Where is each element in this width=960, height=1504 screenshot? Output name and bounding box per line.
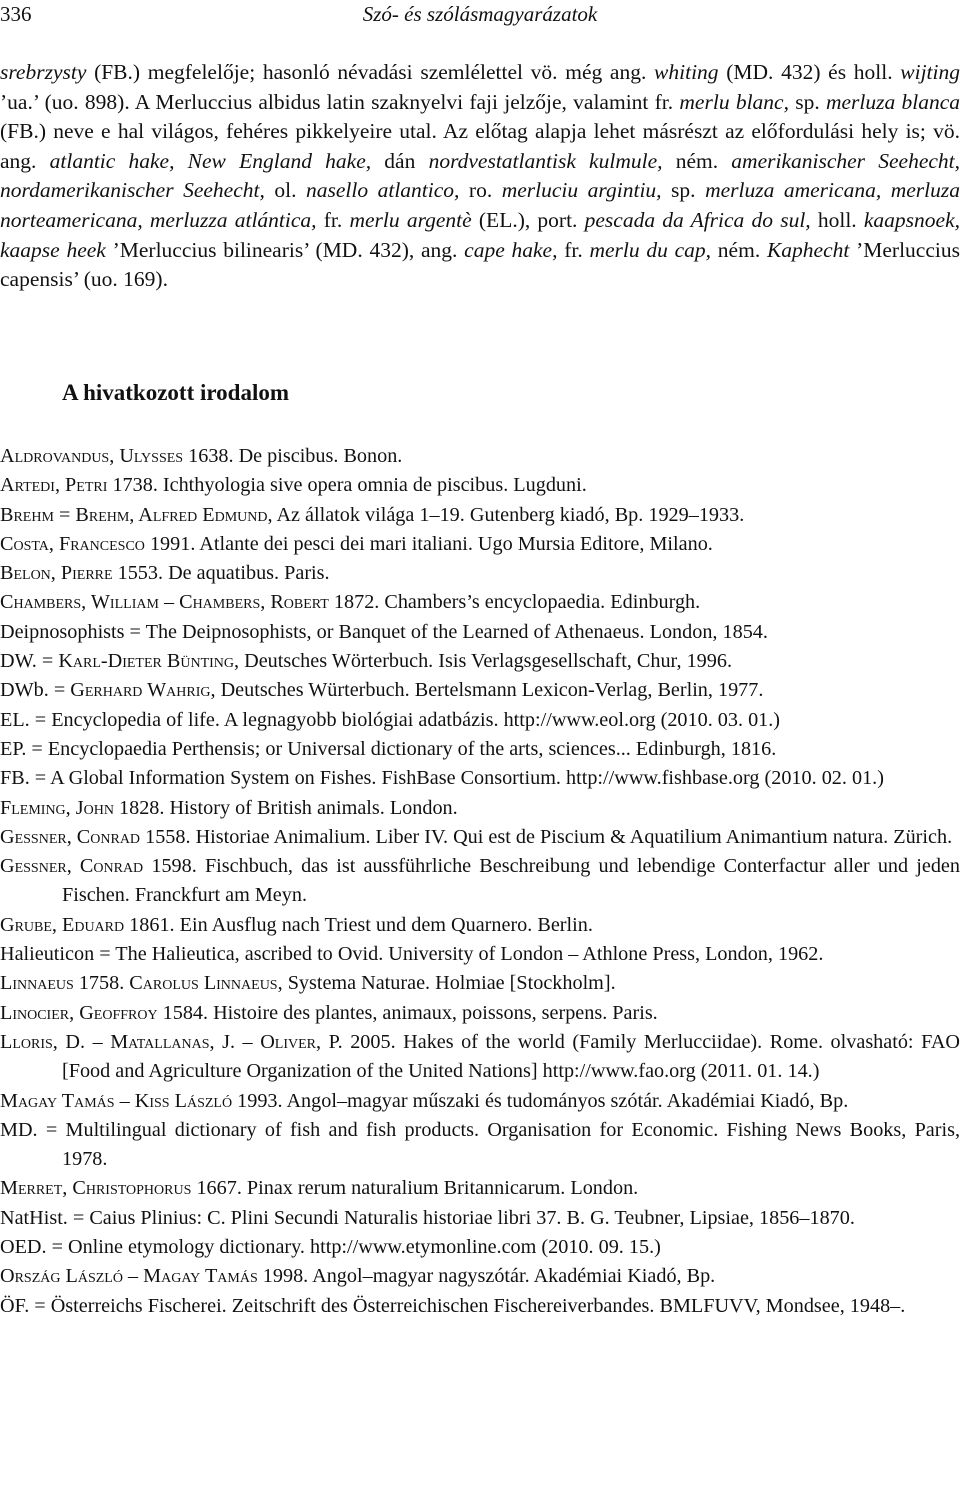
reference-author: Carolus Linnaeus, [129, 972, 283, 995]
italic-term: srebrzysty [0, 60, 87, 84]
reference-author: Fleming, John [0, 796, 114, 819]
reference-entry [0, 501, 960, 530]
running-title: Szó- és szólásmagyarázatok [362, 2, 598, 26]
reference-entry [0, 735, 960, 764]
reference-text: MD. = Multilingual dictionary of fish and fish products. Organisation for Economic. Fishing News Books, Paris, 1978. [0, 1118, 960, 1171]
paragraph-text: fr. [557, 237, 590, 262]
reference-text: 1998. Angol–magyar nagyszótár. Akadémiai Kiadó, Bp. [257, 1265, 716, 1288]
italic-term: Kaphecht [766, 237, 850, 262]
reference-entry [0, 1204, 960, 1233]
reference-author: Ország László – Magay Tamás [0, 1265, 258, 1288]
paragraph-text: ném. [662, 148, 732, 173]
italic-term: whiting [654, 60, 719, 84]
italic-term: merlu du cap, [589, 237, 712, 262]
reference-list [0, 442, 960, 1321]
reference-author: Lloris, D. – Matallanas, J. – Oliver, P. [0, 1030, 343, 1053]
paragraph-text: ’ua.’ (uo. 898). A Merluccius albidus latin szaknyelvi faji jelzője, valamint fr. [0, 89, 680, 114]
section-title: A hivatkozott irodalom [62, 380, 290, 405]
reference-entry [0, 969, 960, 998]
reference-text: Deutsches Würterbuch. Bertelsmann Lexicon-Verlag, Berlin, 1977. [215, 679, 764, 702]
reference-text: 1993. Angol–magyar műszaki és tudományos szótár. Akadémiai Kiadó, Bp. [232, 1089, 849, 1112]
italic-term: nordvestatlantisk kulmule, [428, 148, 663, 173]
reference-author: Gerhard Wahrig, [70, 679, 216, 702]
reference-text: ÖF. = Österreichs Fischerei. Zeitschrift des Österreichischen Fischereiverbandes. BMLFUVV, Mondsee, 1948–. [0, 1294, 906, 1317]
reference-entry [0, 1262, 960, 1291]
reference-text: 1861. Ein Ausflug nach Triest und dem Quarnero. Berlin. [124, 913, 593, 936]
reference-entry [0, 1087, 960, 1116]
reference-text: OED. = Online etymology dictionary. http://www.etymonline.com (2010. 09. 15.) [0, 1236, 661, 1259]
reference-author: Belon, Pierre [0, 562, 113, 585]
paragraph-text: ’Merluccius capensis’ (uo. 169). [0, 237, 960, 292]
reference-text: Halieuticon = The Halieutica, ascribed to Ovid. University of London – Athlone Press, London, 1962. [0, 943, 824, 966]
reference-entry [0, 1116, 960, 1175]
reference-author: Brehm = Brehm, Alfred Edmund, [0, 503, 273, 526]
reference-author: Linocier, Geoffroy [0, 1001, 158, 1024]
reference-text: EL. = Encyclopedia of life. A legnagyobb biológiai adatbázis. http://www.eol.org (2010. 03. 01.) [0, 708, 781, 731]
paragraph-text: ném. [711, 237, 767, 262]
reference-text: FB. = A Global Information System on Fishes. FishBase Consortium. http://www.fishbase.org (2010. 02. 01.) [0, 767, 884, 790]
reference-text: Deutsches Wörterbuch. Isis Verlagsgesellschaft, Chur, 1996. [239, 650, 732, 673]
reference-text: 1667. Pinax rerum naturalium Britannicarum. London. [191, 1177, 639, 1200]
italic-term: merlu argentè [349, 207, 472, 232]
reference-entry [0, 1292, 960, 1321]
reference-entry [0, 618, 960, 647]
reference-entry [0, 852, 960, 911]
reference-text: Systema Naturae. Holmiae [Stockholm]. [282, 972, 616, 995]
reference-author: Linnaeus [0, 972, 74, 995]
reference-entry [0, 471, 960, 500]
reference-text: 1872. Chambers’s encyclopaedia. Edinburgh. [328, 591, 701, 614]
italic-term: cape hake, [464, 237, 558, 262]
reference-text: 1758. [73, 972, 130, 995]
reference-author: Gessner, Conrad [0, 855, 144, 878]
reference-entry [0, 1174, 960, 1203]
reference-text: 1738. Ichthyologia sive opera omnia de piscibus. Lugduni. [107, 474, 587, 497]
italic-term: atlantic hake, New England hake, [49, 148, 372, 173]
italic-term: nasello atlantico, [305, 178, 460, 203]
italic-term: kaapsnoek, kaapse heek [0, 207, 960, 262]
reference-text: 1558. Historiae Animalium. Liber IV. Qui est de Piscium & Aquatilium Animantium natura. Zürich. [140, 825, 953, 848]
italic-term: merluza blanca [825, 89, 960, 114]
italic-term: pescada da Africa do sul, [584, 207, 811, 232]
reference-text: 1828. History of British animals. London. [113, 796, 458, 819]
reference-text: 2005. Hakes of the world (Family Merlucciidae). Rome. olvasható: FAO [Food and Agriculture Organization of the United Nations] http://www.fao.org (2011. 01. 14.) [62, 1030, 960, 1083]
paragraph-text: (FB.) neve e hal világos, fehéres pikkelyeire utal. Az előtag alapja lehet másrészt az előfordulási hely is; vö. ang. [0, 119, 960, 173]
reference-text: NatHist. = Caius Plinius: C. Plini Secundi Naturalis historiae libri 37. B. G. Teubner, Lipsiae, 1856–1870. [0, 1206, 855, 1229]
page-number: 336 [0, 2, 32, 26]
reference-text: 1584. Histoire des plantes, animaux, poissons, serpens. Paris. [157, 1001, 658, 1024]
reference-text: Az állatok világa 1–19. Gutenberg kiadó, Bp. 1929–1933. [272, 503, 745, 526]
reference-entry [0, 1028, 960, 1087]
reference-entry [0, 588, 960, 617]
reference-author: Grube, Eduard [0, 913, 125, 936]
paragraph-text: holl. [810, 207, 864, 232]
reference-text: 1991. Atlante dei pesci dei mari italiani. Ugo Mursia Editore, Milano. [144, 532, 713, 555]
paragraph-text: ’Merluccius bilinearis’ (MD. 432), ang. [105, 237, 465, 262]
reference-entry [0, 911, 960, 940]
paragraph-text: ro. [459, 178, 502, 203]
italic-term: merluza americana, merluza norteamericana, merluzza atlántica, [0, 178, 960, 232]
body-paragraph [0, 58, 960, 295]
paragraph-text: sp. [661, 178, 706, 203]
reference-entry [0, 1233, 960, 1262]
reference-author: Magay Tamás – Kiss László [0, 1089, 233, 1112]
reference-text: Deipnosophists = The Deipnosophists, or Banquet of the Learned of Athenaeus. London, 1854. [0, 620, 768, 643]
italic-term: amerikanischer Seehecht, nordamerikanischer Seehecht, [0, 148, 960, 203]
reference-entry [0, 999, 960, 1028]
reference-abbrev: DWb. = [0, 679, 71, 702]
reference-entry [0, 706, 960, 735]
italic-term: merluciu argintiu, [501, 178, 662, 203]
reference-entry [0, 442, 960, 471]
reference-abbrev: DW. = [0, 650, 59, 673]
reference-text: 1553. De aquatibus. Paris. [112, 562, 330, 585]
reference-entry [0, 940, 960, 969]
paragraph-text: ol. [264, 178, 306, 203]
paragraph-text: dán [371, 148, 429, 173]
reference-author: Chambers, William – Chambers, Robert [0, 591, 329, 614]
reference-entry [0, 647, 960, 676]
reference-author: Gessner, Conrad [0, 825, 141, 848]
italic-term: merlu blanc, [679, 89, 789, 114]
reference-text: 1598. Fischbuch, das ist aussführliche Beschreibung und lebendige Conterfactur aller und jeden Fischen. Franckfurt am Meyn. [62, 855, 960, 907]
paragraph-text: (EL.), port. [471, 207, 585, 232]
italic-term: wijting [900, 60, 960, 84]
reference-text: EP. = Encyclopaedia Perthensis; or Universal dictionary of the arts, sciences... Edinburgh, 1816. [0, 737, 777, 760]
page-header [0, 2, 960, 32]
paragraph-text: (MD. 432) és holl. [718, 60, 901, 84]
reference-entry [0, 764, 960, 793]
reference-author: Merret, Christophorus [0, 1177, 192, 1200]
reference-entry [0, 530, 960, 559]
paragraph-text: fr. [316, 207, 350, 232]
reference-author: Artedi, Petri [0, 474, 108, 497]
reference-author: Karl-Dieter Bünting, [58, 650, 240, 673]
paragraph-text: sp. [788, 89, 826, 114]
reference-author: Costa, Francesco [0, 532, 145, 555]
paragraph-text: (FB.) megfelelője; hasonló névadási szemlélettel vö. még ang. [86, 60, 655, 84]
reference-author: Aldrovandus, Ulysses [0, 445, 184, 467]
reference-entry [0, 794, 960, 823]
reference-entry [0, 676, 960, 705]
reference-text: 1638. De piscibus. Bonon. [183, 445, 403, 467]
reference-entry [0, 823, 960, 852]
reference-entry [0, 559, 960, 588]
